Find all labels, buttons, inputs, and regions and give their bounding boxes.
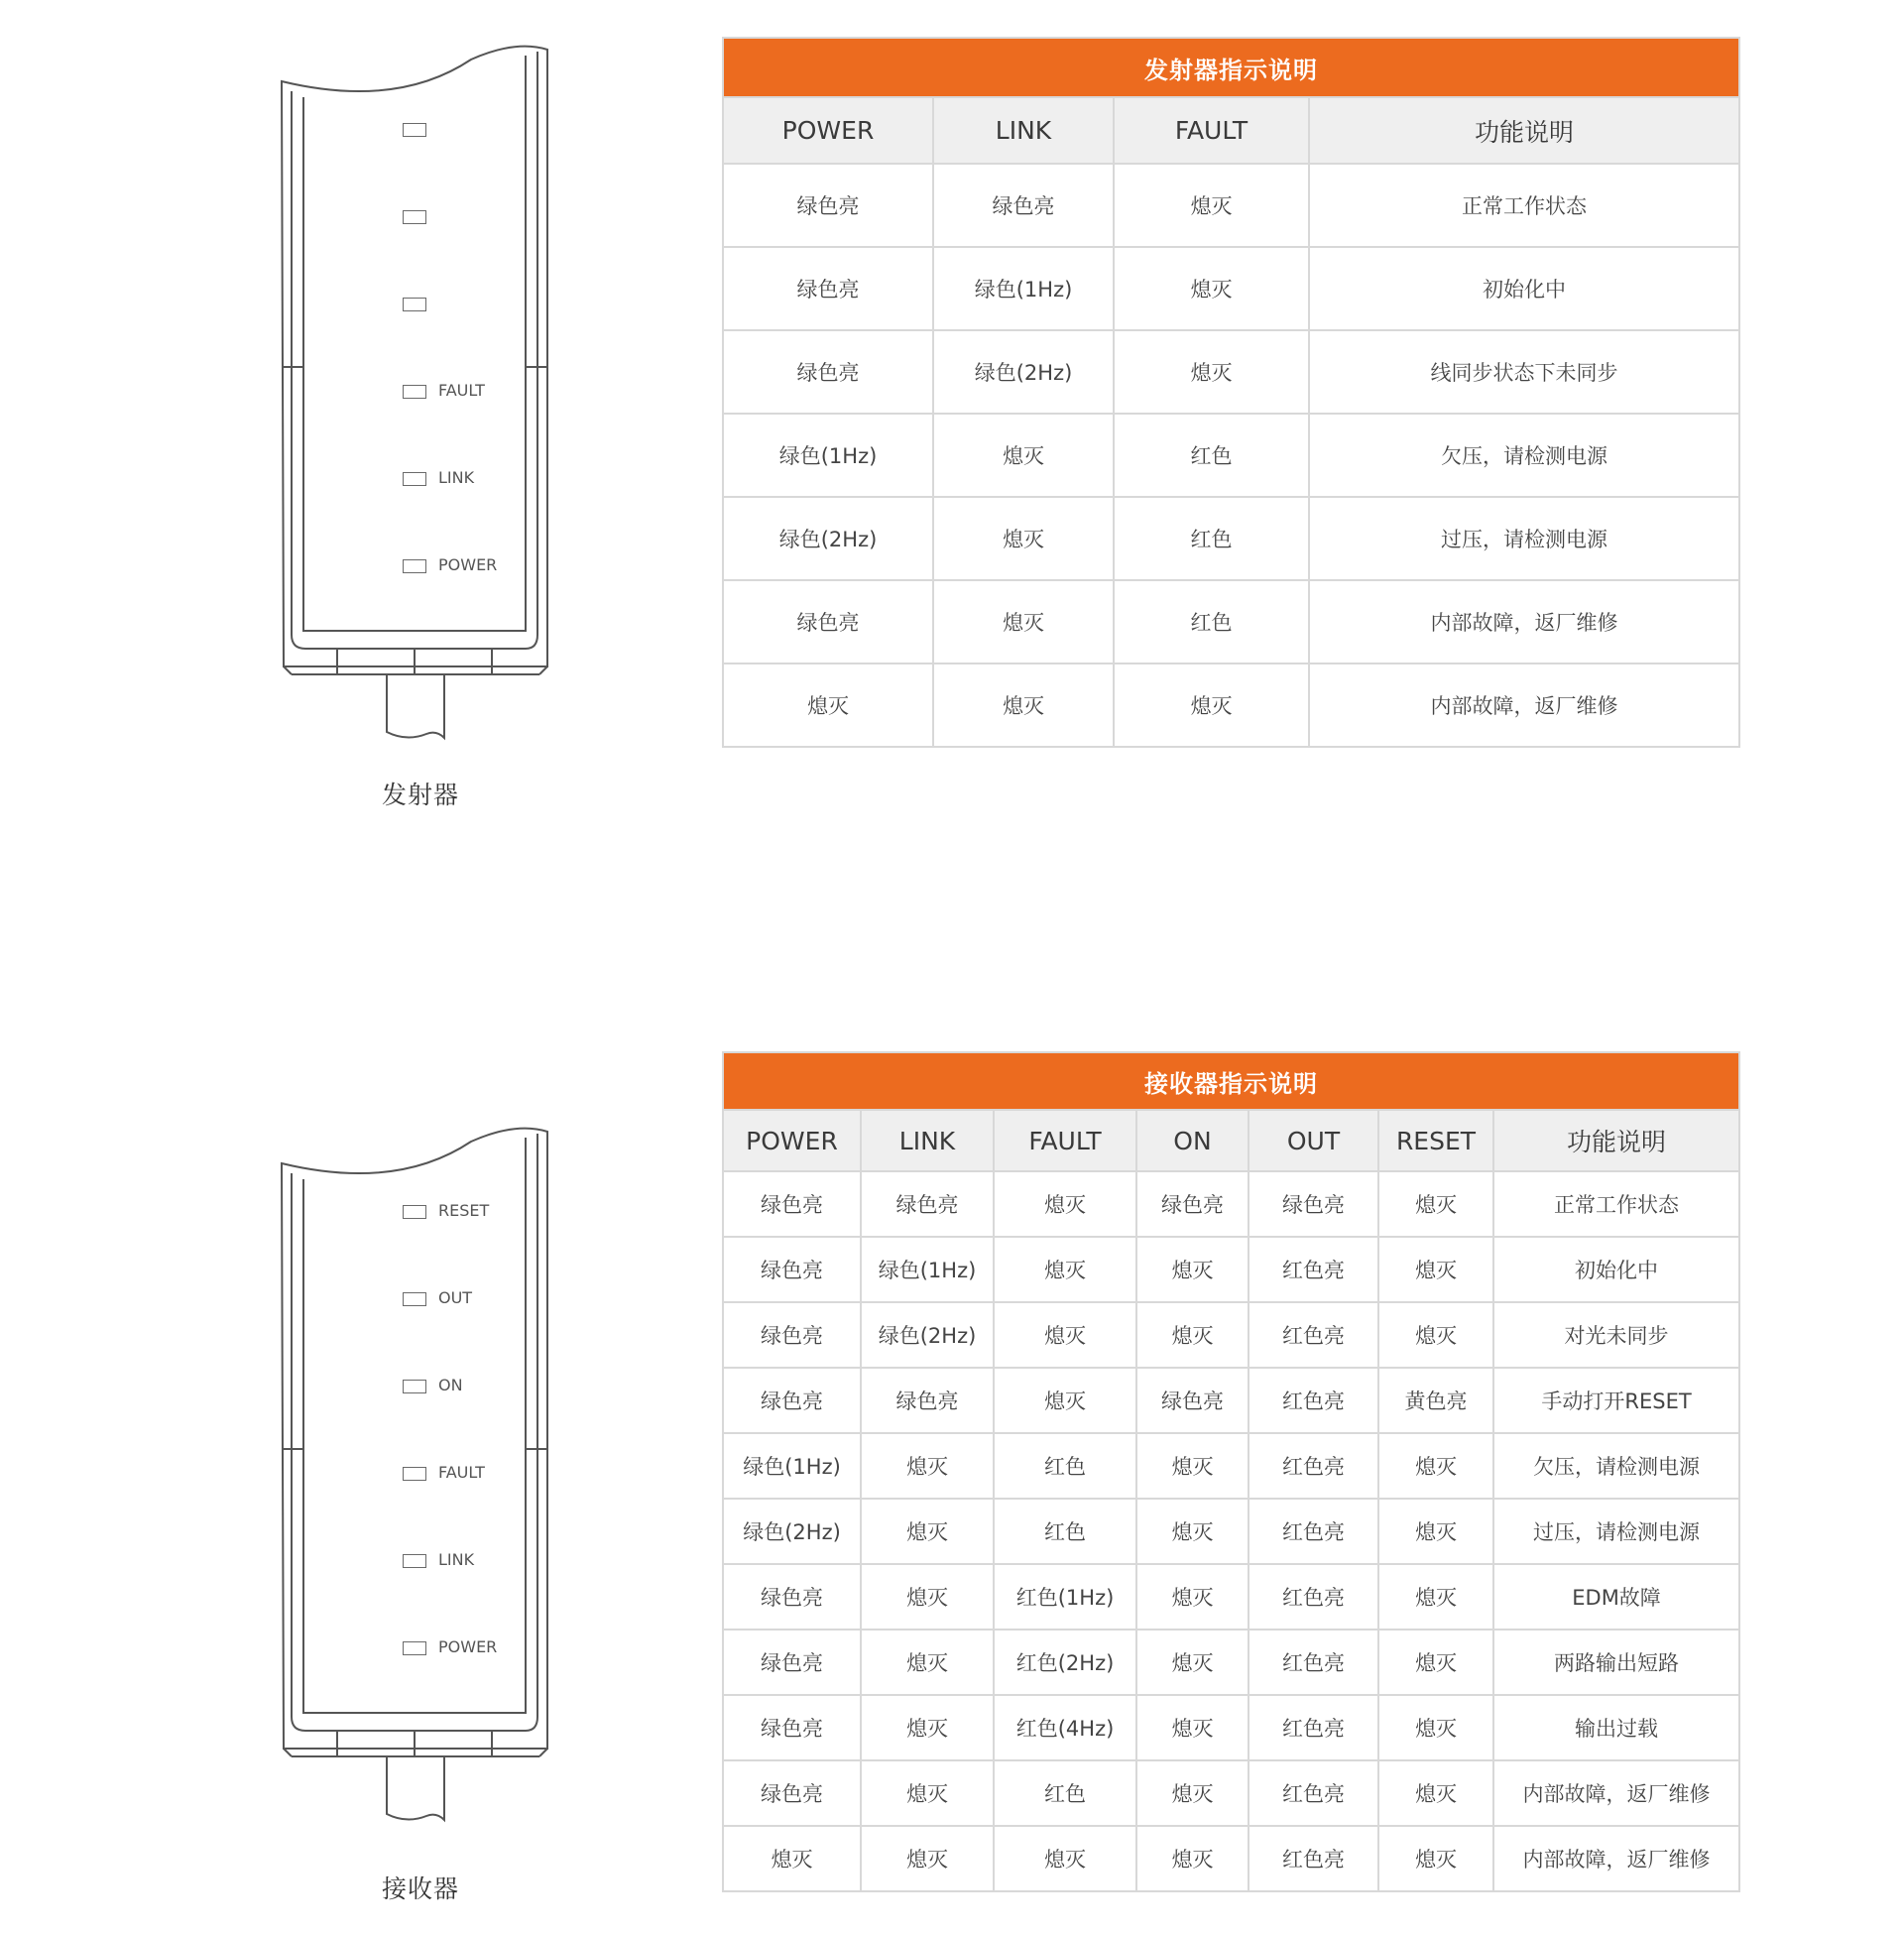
column-header: ON [1136,1110,1249,1171]
table-row [723,497,1739,580]
transmitter-indicator-table [722,37,1740,748]
indicator-state-cell: 绿色(1Hz) [861,1237,994,1302]
indicator-state-cell: 熄灭 [1378,1499,1493,1564]
receiver-table-title: 接收器指示说明 [723,1052,1739,1110]
transmitter-table-title: 发射器指示说明 [723,38,1739,97]
indicator-state-cell: 熄灭 [1378,1433,1493,1499]
indicator-state-cell: 熄灭 [994,1171,1136,1237]
function-description-cell: 过压，请检测电源 [1309,497,1739,580]
table-row [723,1237,1739,1302]
indicator-led [403,298,426,311]
indicator-label: LINK [438,1550,475,1569]
device-outline [278,40,575,754]
function-description-cell: 对光未同步 [1493,1302,1739,1368]
function-description-cell: 内部故障，返厂维修 [1309,664,1739,747]
indicator-state-cell: 绿色(2Hz) [861,1302,994,1368]
indicator-state-cell: 红色 [1114,414,1309,497]
indicator-state-cell: 红色亮 [1249,1302,1378,1368]
indicator-state-cell: 绿色亮 [861,1368,994,1433]
indicator-state-cell: 熄灭 [1114,247,1309,330]
indicator-state-cell: 绿色亮 [723,1630,861,1695]
column-header: LINK [861,1110,994,1171]
indicator-state-cell: 绿色亮 [1136,1368,1249,1433]
indicator-state-cell: 绿色亮 [723,1695,861,1760]
indicator-led [403,1641,426,1655]
indicator-state-cell: 红色亮 [1249,1433,1378,1499]
indicator-state-cell: 红色 [994,1499,1136,1564]
indicator-state-cell: 熄灭 [1378,1826,1493,1891]
indicator-state-cell: 熄灭 [933,497,1114,580]
indicator-state-cell: 绿色亮 [1136,1171,1249,1237]
indicator-state-cell: 熄灭 [994,1302,1136,1368]
table-row [723,1302,1739,1368]
indicator-state-cell: 红色(4Hz) [994,1695,1136,1760]
receiver-table-header-row [723,1110,1739,1171]
indicator-state-cell: 红色(1Hz) [994,1564,1136,1630]
table-row [723,164,1739,247]
indicator-state-cell: 绿色亮 [723,330,933,414]
transmitter-table-header-row [723,97,1739,164]
function-description-cell: EDM故障 [1493,1564,1739,1630]
indicator-state-cell: 绿色(2Hz) [933,330,1114,414]
indicator-label: LINK [438,468,475,487]
indicator-state-cell: 熄灭 [1114,164,1309,247]
indicator-state-cell: 红色亮 [1249,1368,1378,1433]
indicator-state-cell: 绿色亮 [723,1302,861,1368]
indicator-state-cell: 熄灭 [994,1826,1136,1891]
indicator-state-cell: 绿色亮 [1249,1171,1378,1237]
indicator-state-cell: 红色 [1114,580,1309,664]
device-outline [278,1122,575,1836]
indicator-state-cell: 红色 [994,1433,1136,1499]
table-row [723,247,1739,330]
indicator-label: FAULT [438,1463,485,1482]
indicator-state-cell: 熄灭 [933,414,1114,497]
indicator-state-cell: 红色 [994,1760,1136,1826]
indicator-led [403,559,426,573]
indicator-state-cell: 红色亮 [1249,1695,1378,1760]
function-description-cell: 内部故障，返厂维修 [1309,580,1739,664]
column-header: FAULT [1114,97,1309,164]
indicator-state-cell: 熄灭 [861,1826,994,1891]
indicator-state-cell: 红色亮 [1249,1499,1378,1564]
table-row [723,580,1739,664]
indicator-state-cell: 熄灭 [1136,1760,1249,1826]
indicator-state-cell: 绿色亮 [723,1564,861,1630]
indicator-state-cell: 红色亮 [1249,1237,1378,1302]
indicator-state-cell: 熄灭 [1378,1695,1493,1760]
table-row [723,1499,1739,1564]
function-description-cell: 欠压，请检测电源 [1309,414,1739,497]
function-description-cell: 过压，请检测电源 [1493,1499,1739,1564]
indicator-led [403,472,426,486]
indicator-led [403,1380,426,1393]
transmitter-label: 发射器 [382,781,460,809]
column-header: OUT [1249,1110,1378,1171]
column-header: FAULT [994,1110,1136,1171]
function-description-cell: 手动打开RESET [1493,1368,1739,1433]
table-row [723,1433,1739,1499]
indicator-led [403,1205,426,1219]
indicator-state-cell: 绿色亮 [723,1760,861,1826]
function-description-cell: 内部故障，返厂维修 [1493,1826,1739,1891]
function-description-cell: 正常工作状态 [1309,164,1739,247]
indicator-state-cell: 熄灭 [994,1368,1136,1433]
indicator-state-cell: 熄灭 [1114,330,1309,414]
function-description-cell: 两路输出短路 [1493,1630,1739,1695]
indicator-state-cell: 熄灭 [861,1760,994,1826]
indicator-state-cell: 黄色亮 [1378,1368,1493,1433]
indicator-state-cell: 绿色亮 [723,1171,861,1237]
indicator-state-cell: 绿色(1Hz) [723,414,933,497]
indicator-state-cell: 熄灭 [1378,1630,1493,1695]
indicator-state-cell: 熄灭 [723,1826,861,1891]
receiver-label: 接收器 [382,1874,460,1903]
indicator-led [403,123,426,137]
function-description-cell: 内部故障，返厂维修 [1493,1760,1739,1826]
indicator-state-cell: 熄灭 [1378,1171,1493,1237]
table-row [723,330,1739,414]
table-row [723,1760,1739,1826]
indicator-state-cell: 绿色亮 [723,580,933,664]
function-description-cell: 初始化中 [1493,1237,1739,1302]
indicator-state-cell: 熄灭 [1136,1499,1249,1564]
table-row [723,1171,1739,1237]
indicator-state-cell: 熄灭 [723,664,933,747]
indicator-state-cell: 熄灭 [1136,1237,1249,1302]
table-row [723,414,1739,497]
column-header: 功能说明 [1493,1110,1739,1171]
table-row [723,1826,1739,1891]
indicator-led [403,1467,426,1481]
indicator-state-cell: 熄灭 [1136,1695,1249,1760]
column-header: LINK [933,97,1114,164]
indicator-state-cell: 熄灭 [933,580,1114,664]
indicator-state-cell: 红色亮 [1249,1760,1378,1826]
indicator-state-cell: 熄灭 [861,1695,994,1760]
indicator-label: ON [438,1376,463,1394]
indicator-state-cell: 绿色亮 [933,164,1114,247]
indicator-state-cell: 绿色(1Hz) [933,247,1114,330]
table-row [723,1630,1739,1695]
indicator-state-cell: 熄灭 [1378,1237,1493,1302]
indicator-state-cell: 红色(2Hz) [994,1630,1136,1695]
table-row [723,1368,1739,1433]
indicator-state-cell: 红色亮 [1249,1630,1378,1695]
indicator-state-cell: 绿色亮 [723,164,933,247]
table-row [723,664,1739,747]
indicator-state-cell: 绿色(2Hz) [723,497,933,580]
indicator-state-cell: 熄灭 [861,1433,994,1499]
receiver-device-illustration [278,1122,575,1836]
function-description-cell: 正常工作状态 [1493,1171,1739,1237]
indicator-state-cell: 熄灭 [861,1564,994,1630]
function-description-cell: 线同步状态下未同步 [1309,330,1739,414]
indicator-label: POWER [438,555,498,574]
indicator-state-cell: 熄灭 [1136,1433,1249,1499]
indicator-state-cell: 绿色亮 [723,247,933,330]
indicator-state-cell: 熄灭 [1136,1564,1249,1630]
indicator-state-cell: 熄灭 [861,1630,994,1695]
indicator-label: RESET [438,1201,490,1220]
indicator-label: POWER [438,1637,498,1656]
column-header: POWER [723,1110,861,1171]
column-header: POWER [723,97,933,164]
indicator-state-cell: 熄灭 [861,1499,994,1564]
indicator-state-cell: 熄灭 [1114,664,1309,747]
indicator-state-cell: 绿色(1Hz) [723,1433,861,1499]
indicator-state-cell: 熄灭 [994,1237,1136,1302]
column-header: RESET [1378,1110,1493,1171]
indicator-state-cell: 熄灭 [1378,1564,1493,1630]
indicator-state-cell: 熄灭 [933,664,1114,747]
indicator-state-cell: 熄灭 [1378,1760,1493,1826]
indicator-state-cell: 熄灭 [1378,1302,1493,1368]
indicator-state-cell: 熄灭 [1136,1826,1249,1891]
table-row [723,1695,1739,1760]
function-description-cell: 输出过载 [1493,1695,1739,1760]
function-description-cell: 初始化中 [1309,247,1739,330]
indicator-state-cell: 绿色亮 [723,1237,861,1302]
indicator-led [403,1554,426,1568]
indicator-state-cell: 绿色亮 [861,1171,994,1237]
table-row [723,1564,1739,1630]
indicator-state-cell: 绿色(2Hz) [723,1499,861,1564]
indicator-led [403,210,426,224]
indicator-state-cell: 红色亮 [1249,1564,1378,1630]
indicator-state-cell: 红色亮 [1249,1826,1378,1891]
indicator-state-cell: 绿色亮 [723,1368,861,1433]
column-header: 功能说明 [1309,97,1739,164]
indicator-led [403,1292,426,1306]
receiver-indicator-table [722,1051,1740,1892]
indicator-label: FAULT [438,381,485,400]
function-description-cell: 欠压，请检测电源 [1493,1433,1739,1499]
indicator-state-cell: 熄灭 [1136,1302,1249,1368]
indicator-state-cell: 红色 [1114,497,1309,580]
indicator-label: OUT [438,1288,473,1307]
indicator-led [403,385,426,399]
indicator-state-cell: 熄灭 [1136,1630,1249,1695]
transmitter-device-illustration [278,40,575,754]
